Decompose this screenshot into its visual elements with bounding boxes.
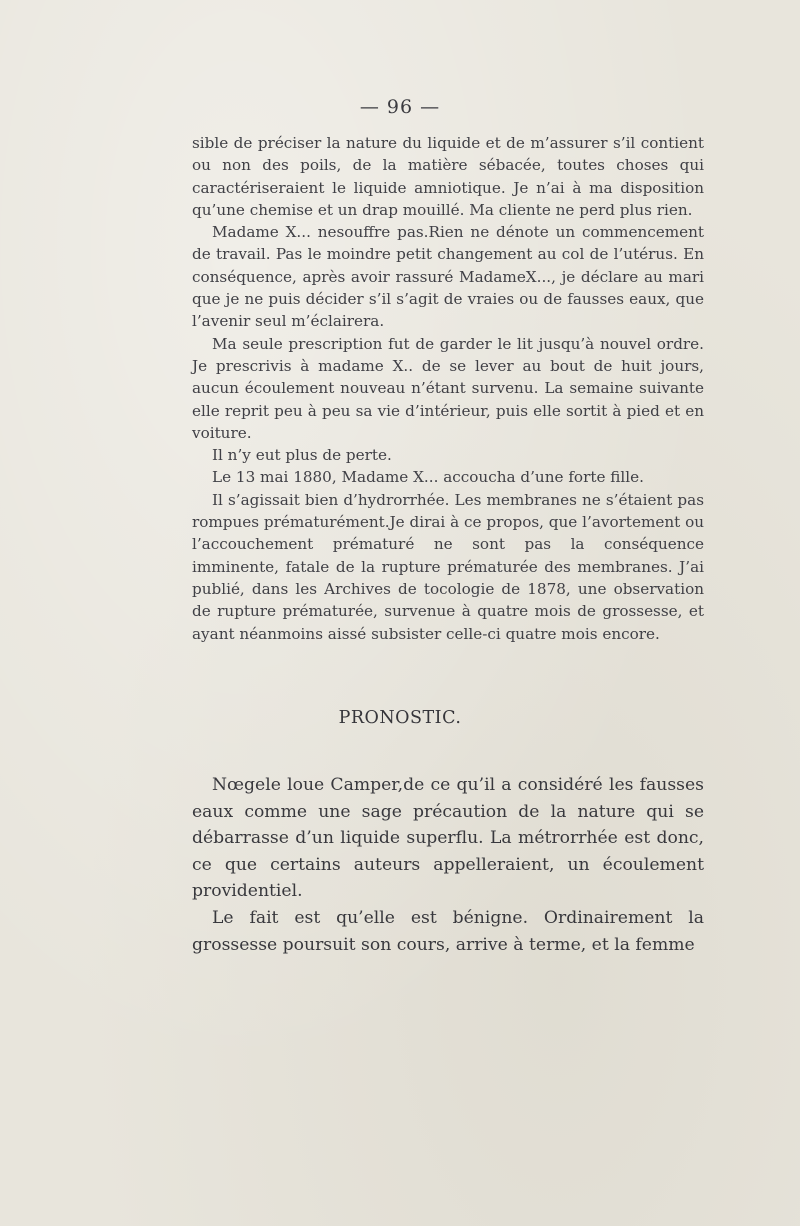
section-text [192, 772, 704, 958]
paragraph: Le 13 mai 1880, Madame X... accoucha d’une forte fille. [212, 468, 644, 487]
paragraph: sible de préciser la nature du liquide et de m’assurer s’il contient ou non des poils, de la matière sébacée, toutes choses qui caractériseraient le liquide amniotique. Je n’ai à ma disposition qu’une chemise et un drap mouillé. Ma cliente ne perd plus rien. [192, 134, 704, 219]
paragraph: Le fait est qu’elle est bénigne. Ordinairement la grossesse poursuit son cours, arrive à terme, et la femme [192, 907, 704, 955]
paragraph: Nœgele loue Camper,de ce qu’il a considéré les fausses eaux comme une sage précaution de la nature qui se débarrasse d’un liquide superflu. La métrorrhée est donc, ce que certains auteurs appelleraient, un écoulement providentiel. [192, 775, 704, 902]
paragraph: Ma seule prescription fut de garder le lit jusqu’à nouvel ordre. Je prescrivis à madame X.. de se lever au bout de huit jours, aucun écoulement nouveau n’étant survenu. La semaine suivante elle reprit peu à peu sa vie d’intérieur, puis elle sortit à pied et en voiture. [192, 334, 704, 442]
page-number: — 96 — [359, 96, 441, 118]
paragraph: Il n’y eut plus de perte. [212, 446, 392, 465]
section-heading: PRONOSTIC. [338, 708, 462, 728]
body-text [192, 132, 704, 645]
paragraph: Il s’agissait bien d’hydrorrhée. Les membranes ne s’étaient pas rompues prématurément.Je dirai à ce propos, que l’avortement ou l’accouchement prématuré ne sont pas la conséquence imminente, fatale de la rupture prématurée des membranes. J’ai publié, dans les Archives de tocologie de 1878, une observation de rupture prématurée, survenue à quatre mois de grossesse, et ayant néanmoins aissé subsister celle-ci quatre mois encore. [192, 490, 704, 643]
paragraph: Madame X... nesouffre pas.Rien ne dénote un commencement de travail. Pas le moindre petit changement au col de l’utérus. En conséquence, après avoir rassuré MadameX..., je déclare au mari que je ne puis décider s’il s’agit de vraies ou de fausses eaux, que l’avenir seul m’éclairera. [192, 223, 704, 331]
